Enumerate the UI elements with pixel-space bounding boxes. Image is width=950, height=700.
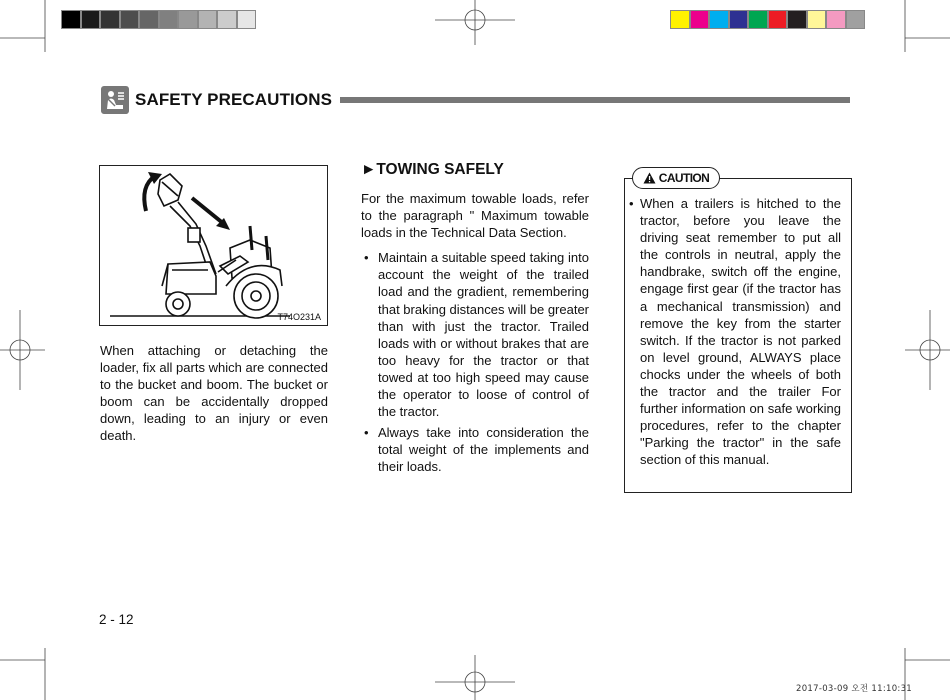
color-swatch	[709, 10, 729, 29]
caution-text: When a trailers is hitched to the tractor, before you leave the driving seat remember to put all the controls in neutral, apply the handbrake, switch off the engine, engage first gear (if the tractor has a mechanical transmission) and remove the key from the starter switch. If the tractor is not parked on level ground, ALWAYS place chocks under the wheels of both the tractor and the trailer For further information on safe working procedures, refer to the chapter "Parking the tractor" in the safe section of this manual.	[640, 196, 841, 468]
process-color-bar	[670, 10, 865, 29]
caution-badge	[632, 167, 720, 189]
tractor-loader-drawing	[100, 166, 326, 324]
color-swatch	[826, 10, 846, 29]
color-swatch	[120, 10, 140, 29]
color-swatch	[61, 10, 81, 29]
color-swatch	[729, 10, 749, 29]
color-swatch	[748, 10, 768, 29]
header-rule	[340, 97, 850, 103]
section-header	[101, 86, 332, 114]
color-swatch	[670, 10, 690, 29]
seatbelt-person-icon	[101, 86, 129, 114]
color-swatch	[237, 10, 257, 29]
towing-title-text: TOWING SAFELY	[376, 161, 504, 178]
color-swatch	[178, 10, 198, 29]
color-swatch	[81, 10, 101, 29]
color-swatch	[768, 10, 788, 29]
triangle-arrow-icon: ►	[361, 161, 377, 178]
print-timestamp: 2017-03-09 오전 11:10:31	[796, 684, 912, 694]
figure-caption	[100, 342, 328, 445]
towing-bullet-text: Maintain a suitable speed taking into account the weight of the trailed load and the gradient, remembering that braking distances will be greater than with just the tractor. Trailed loads with or without brakes that are too heavy for the tractor or that towed at too high speed may cause the operator to loose of control of the tractor.	[378, 250, 590, 420]
color-swatch	[159, 10, 179, 29]
figure-code: T74O231A	[277, 312, 321, 322]
color-swatch	[198, 10, 218, 29]
bullet-icon: •	[364, 250, 369, 266]
list-item	[361, 424, 589, 475]
bullet-icon: •	[629, 196, 634, 211]
towing-section-body	[361, 190, 589, 480]
registration-mark-left	[0, 310, 45, 390]
color-swatch	[846, 10, 866, 29]
page-number: 2 - 12	[99, 612, 134, 627]
figure-caption-text: When attaching or detaching the loader, fix all parts which are connected to the bucket and boom. The bucket or boom can be accidentally dropped down, leading to an injury or even death.	[100, 343, 328, 444]
towing-intro: For the maximum towable loads, refer to the paragraph " Maximum towable loads in the Technical Data Section.	[361, 191, 589, 241]
registration-mark-right	[905, 310, 950, 390]
registration-mark-bottom	[435, 655, 515, 700]
color-swatch	[139, 10, 159, 29]
page-title: SAFETY PRECAUTIONS	[135, 90, 333, 109]
list-item	[361, 249, 589, 420]
caution-label: CAUTION	[658, 171, 710, 185]
color-swatch	[690, 10, 710, 29]
color-swatch	[100, 10, 120, 29]
grayscale-color-bar	[61, 10, 256, 29]
color-swatch	[217, 10, 237, 29]
color-swatch	[787, 10, 807, 29]
warning-triangle-icon	[643, 172, 656, 184]
towing-bullet-list	[361, 249, 589, 475]
loader-illustration	[99, 165, 328, 326]
towing-bullet-text: Always take into consideration the total weight of the implements and their loads.	[378, 425, 589, 475]
registration-mark-top	[435, 0, 515, 45]
caution-body	[629, 195, 841, 469]
bullet-icon: •	[364, 425, 369, 441]
towing-section-title	[361, 161, 504, 179]
color-swatch	[807, 10, 827, 29]
